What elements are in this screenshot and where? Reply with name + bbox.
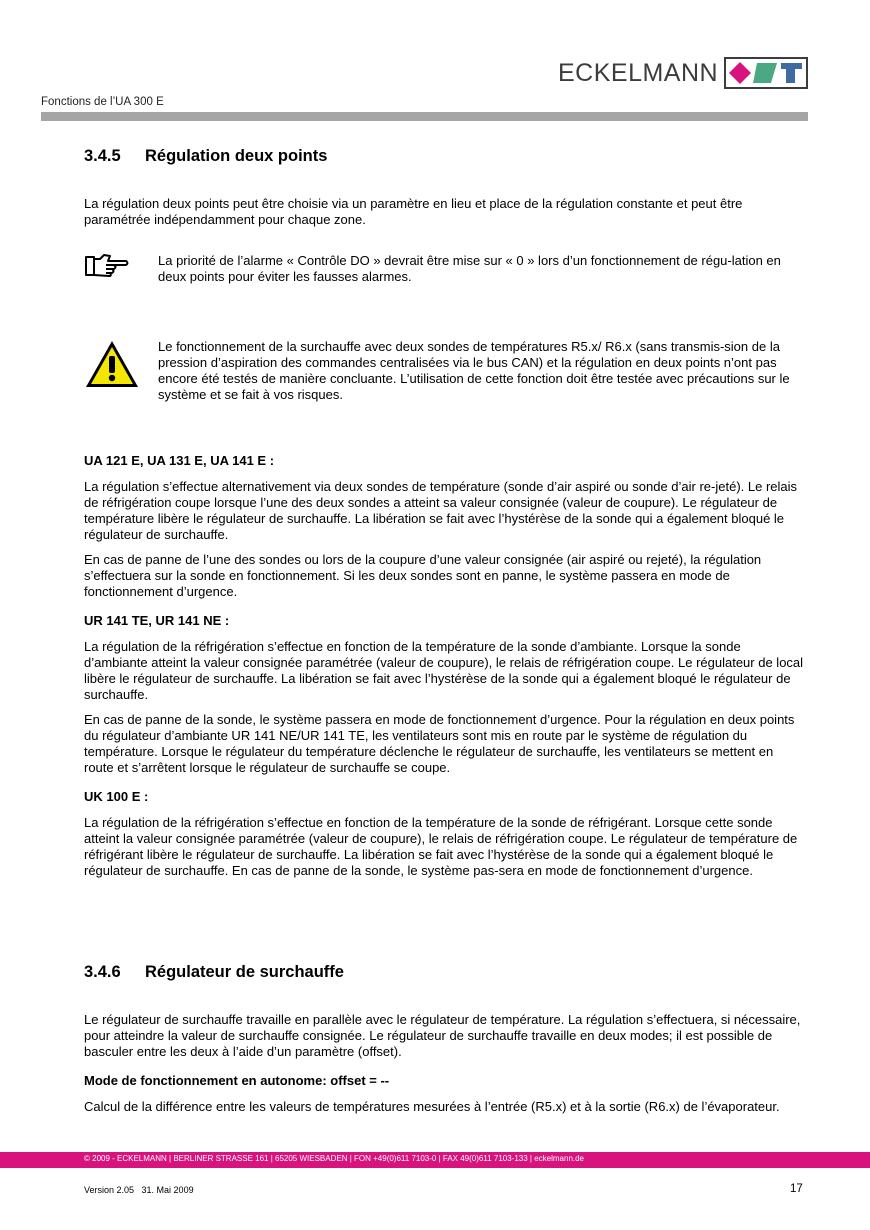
- subheading-ua: UA 121 E, UA 131 E, UA 141 E :: [84, 453, 275, 468]
- paragraph: Calcul de la différence entre les valeurs de températures mesurées à l’entrée (R5.x) et à la sortie (R6.x) de l’évaporateur.: [84, 1099, 780, 1114]
- warning-note: Le fonctionnement de la surchauffe avec deux sondes de températures R5.x/ R6.x (sans transmis-sion de la pression d’aspiration des commandes centralisées via le bus CAN) et la régulation en deux points n’ont pas encore été testés de manière concluante. L’utilisation de cette fonction doit être testée avec précautions sur le système et se fait à vos risques.: [158, 339, 790, 402]
- paragraph: La régulation de la réfrigération s’effectue en fonction de la température de la sonde de réfrigérant. Lorsque cette sonde atteint la valeur consignée paramétrée (valeur de coupure), le relais de réfrigération coupe. Le régulateur de température de réfrigérant libère le régulateur de surchauffe. La libération se fait avec l’hystérèse de la sonde qui a également bloqué le régulateur de surchauffe. En cas de panne de la sonde, le système pas-sera en mode de fonctionnement d’urgence.: [84, 815, 798, 878]
- warning-icon: [84, 339, 140, 389]
- hint-note: La priorité de l’alarme « Contrôle DO » devrait être mise sur « 0 » lors d’un fonctionnement de régu-lation en deux points pour éviter les fausses alarmes.: [158, 253, 781, 284]
- section-title: Régulation deux points: [145, 147, 328, 165]
- logo-red-diamond: [729, 62, 751, 84]
- page-number: 17: [790, 1183, 803, 1195]
- section-heading-345: [84, 147, 327, 166]
- subheading-uk: UK 100 E :: [84, 789, 149, 804]
- paragraph: La régulation s’effectue alternativement via deux sondes de température (sonde d’air aspiré ou sonde d’air re-jeté). Le relais de réfrigération coupe lorsque l’une des deux sondes a atteint sa valeur consignée (valeur de coupure). Le régulateur de température libère le régulateur de surchauffe. La libération se fait avec l’hystérèse de la sonde qui a également bloqué le régulateur de surchauffe.: [84, 479, 798, 542]
- paragraph: La régulation de la réfrigération s’effectue en fonction de la température de la sonde d’ambiante. Lorsque la sonde d’ambiante atteint la valeur consignée paramétrée (valeur de coupure), le relais de réfrigération coupe. Le régulateur de local libère le régulateur de surchauffe. La libération se fait avec l’hystérèse de la sonde qui a également bloqué le régulateur de surchauffe.: [84, 639, 804, 702]
- eckelmann-logo: [558, 57, 808, 89]
- subheading-ur: UR 141 TE, UR 141 NE :: [84, 613, 230, 628]
- pointing-hand-icon: [84, 253, 130, 279]
- brand-name: ECKELMANN: [558, 58, 719, 87]
- version-date: Version 2.05 31. Mai 2009: [84, 1185, 194, 1195]
- subheading-mode: Mode de fonctionnement en autonome: offset = --: [84, 1073, 390, 1088]
- section-345-body: [84, 453, 804, 888]
- header-divider: [41, 112, 808, 121]
- section-number: 3.4.5: [84, 147, 121, 165]
- paragraph: En cas de panne de la sonde, le système passera en mode de fonctionnement d’urgence. Pour la régulation en deux points du régulateur d’ambiante UR 141 NE/UR 141 TE, les ventilateurs sont mis en route par le système de régulation du température. Lorsque le régulateur du température déclenche le régulateur de surchauffe, les ventilateurs se mettent en route et s’arrêtent lorsque le régulateur de surchauffe se coupe.: [84, 712, 795, 775]
- section-heading-346: [84, 963, 344, 982]
- logo-green-shape: [753, 63, 777, 83]
- logo-blue-shape: [781, 63, 802, 83]
- paragraph: La régulation deux points peut être choisie via un paramètre en lieu et place de la régulation constante et peut être paramétrée indépendamment pour chaque zone.: [84, 196, 743, 227]
- section-number: 3.4.6: [84, 963, 121, 981]
- paragraph: Le régulateur de surchauffe travaille en parallèle avec le régulateur de température. La régulation s’effectuera, si nécessaire, pour atteindre la valeur de surchauffe consignée. Le régulateur de surchauffe travaille en deux modes; il est possible de basculer entre les deux à l’aide d’un paramètre (offset).: [84, 1012, 801, 1059]
- paragraph: En cas de panne de l’une des sondes ou lors de la coupure d’une valeur consignée (air aspiré ou rejeté), la régulation s’effectuera sur la sonde en fonctionnement. Si les deux sondes sont en panne, le système passera en mode de fonctionnement d’urgence.: [84, 552, 762, 599]
- section-title: Régulateur de surchauffe: [145, 963, 344, 981]
- logo-mark-icon: [724, 57, 808, 89]
- section-346-body: [84, 1012, 804, 1124]
- intro-paragraph: [84, 196, 804, 237]
- running-header: Fonctions de l’UA 300 E: [41, 96, 164, 108]
- footer-address: © 2009 - ECKELMANN | BERLINER STRASSE 161 | 65205 WIESBADEN | FON +49(0)611 7103-0 | FAX 49(0)611 7103-133 | eckelmann.de: [84, 1154, 585, 1163]
